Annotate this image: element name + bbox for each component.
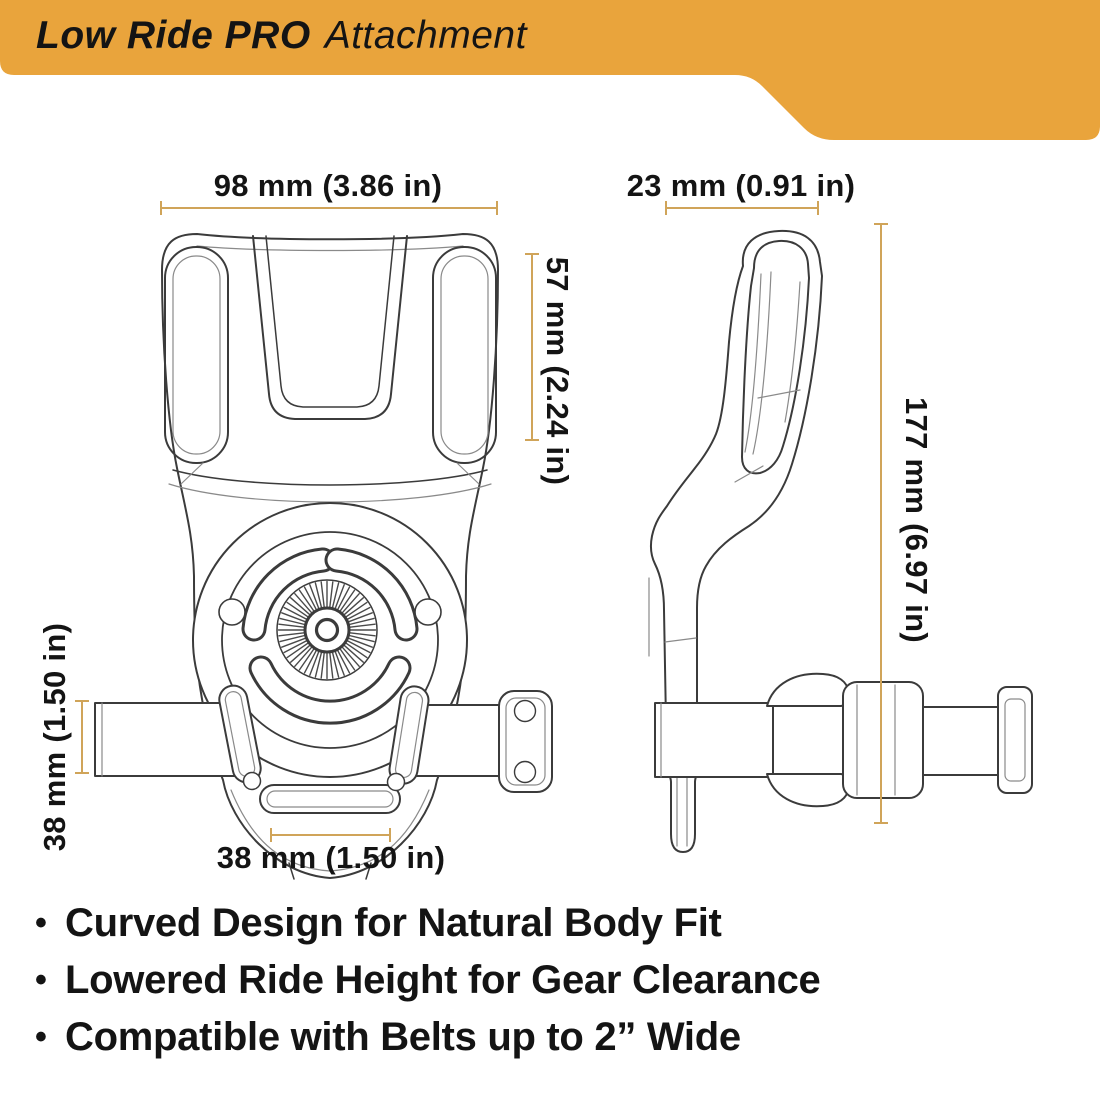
screw-hole-left	[219, 599, 245, 625]
product-suffix: Attachment	[324, 14, 527, 57]
feature-item	[33, 1015, 820, 1059]
front-width-label: 98 mm (3.86 in)	[213, 168, 443, 203]
front-view-lineart	[95, 234, 552, 879]
tab-slot-outer	[260, 785, 400, 813]
side-view-lineart	[649, 231, 1032, 852]
bullet-icon: •	[35, 903, 47, 942]
bullet-icon: •	[35, 1017, 47, 1056]
strap-keeper	[998, 687, 1032, 793]
pocket-height-label: 57 mm (2.24 in)	[540, 256, 575, 486]
feature-list	[33, 901, 820, 1072]
dimension-line-side-depth	[665, 207, 819, 209]
page-title	[36, 14, 527, 58]
strap-buckle-front	[499, 691, 552, 792]
feature-item	[33, 901, 820, 945]
dimension-tick	[496, 201, 498, 215]
belt-slot-label: 38 mm (1.50 in)	[37, 622, 72, 852]
feature-text: Compatible with Belts up to 2” Wide	[65, 1014, 741, 1059]
dimension-line-belt-slot	[81, 700, 83, 774]
bullet-icon: •	[35, 960, 47, 999]
product-name: Low Ride PRO	[36, 14, 311, 57]
dimension-line-pocket-height	[531, 253, 533, 441]
feature-item	[33, 958, 820, 1002]
overall-height-label: 177 mm (6.97 in)	[899, 396, 934, 644]
guard-foot-right	[388, 774, 405, 791]
feature-text: Lowered Ride Height for Gear Clearance	[65, 957, 821, 1002]
dimension-line-front-width	[160, 207, 498, 209]
dimension-tick	[160, 201, 162, 215]
dial-center-hole	[317, 620, 338, 641]
dimension-tick	[75, 772, 89, 774]
dimension-line-overall-height	[880, 223, 882, 824]
screw-hole-right	[415, 599, 441, 625]
dimension-tick	[874, 822, 888, 824]
front-view-drawing	[85, 222, 565, 882]
side-depth-label: 23 mm (0.91 in)	[626, 168, 856, 203]
dimension-tick	[874, 223, 888, 225]
guard-foot-left	[244, 773, 261, 790]
side-view-drawing	[595, 222, 1065, 882]
belt-strap-side	[655, 703, 1001, 777]
side-release-buckle	[767, 674, 923, 806]
dimension-line-bottom-tab	[270, 834, 391, 836]
dimension-tick	[75, 700, 89, 702]
bottom-tab-label: 38 mm (1.50 in)	[216, 840, 446, 875]
feature-text: Curved Design for Natural Body Fit	[65, 900, 722, 945]
